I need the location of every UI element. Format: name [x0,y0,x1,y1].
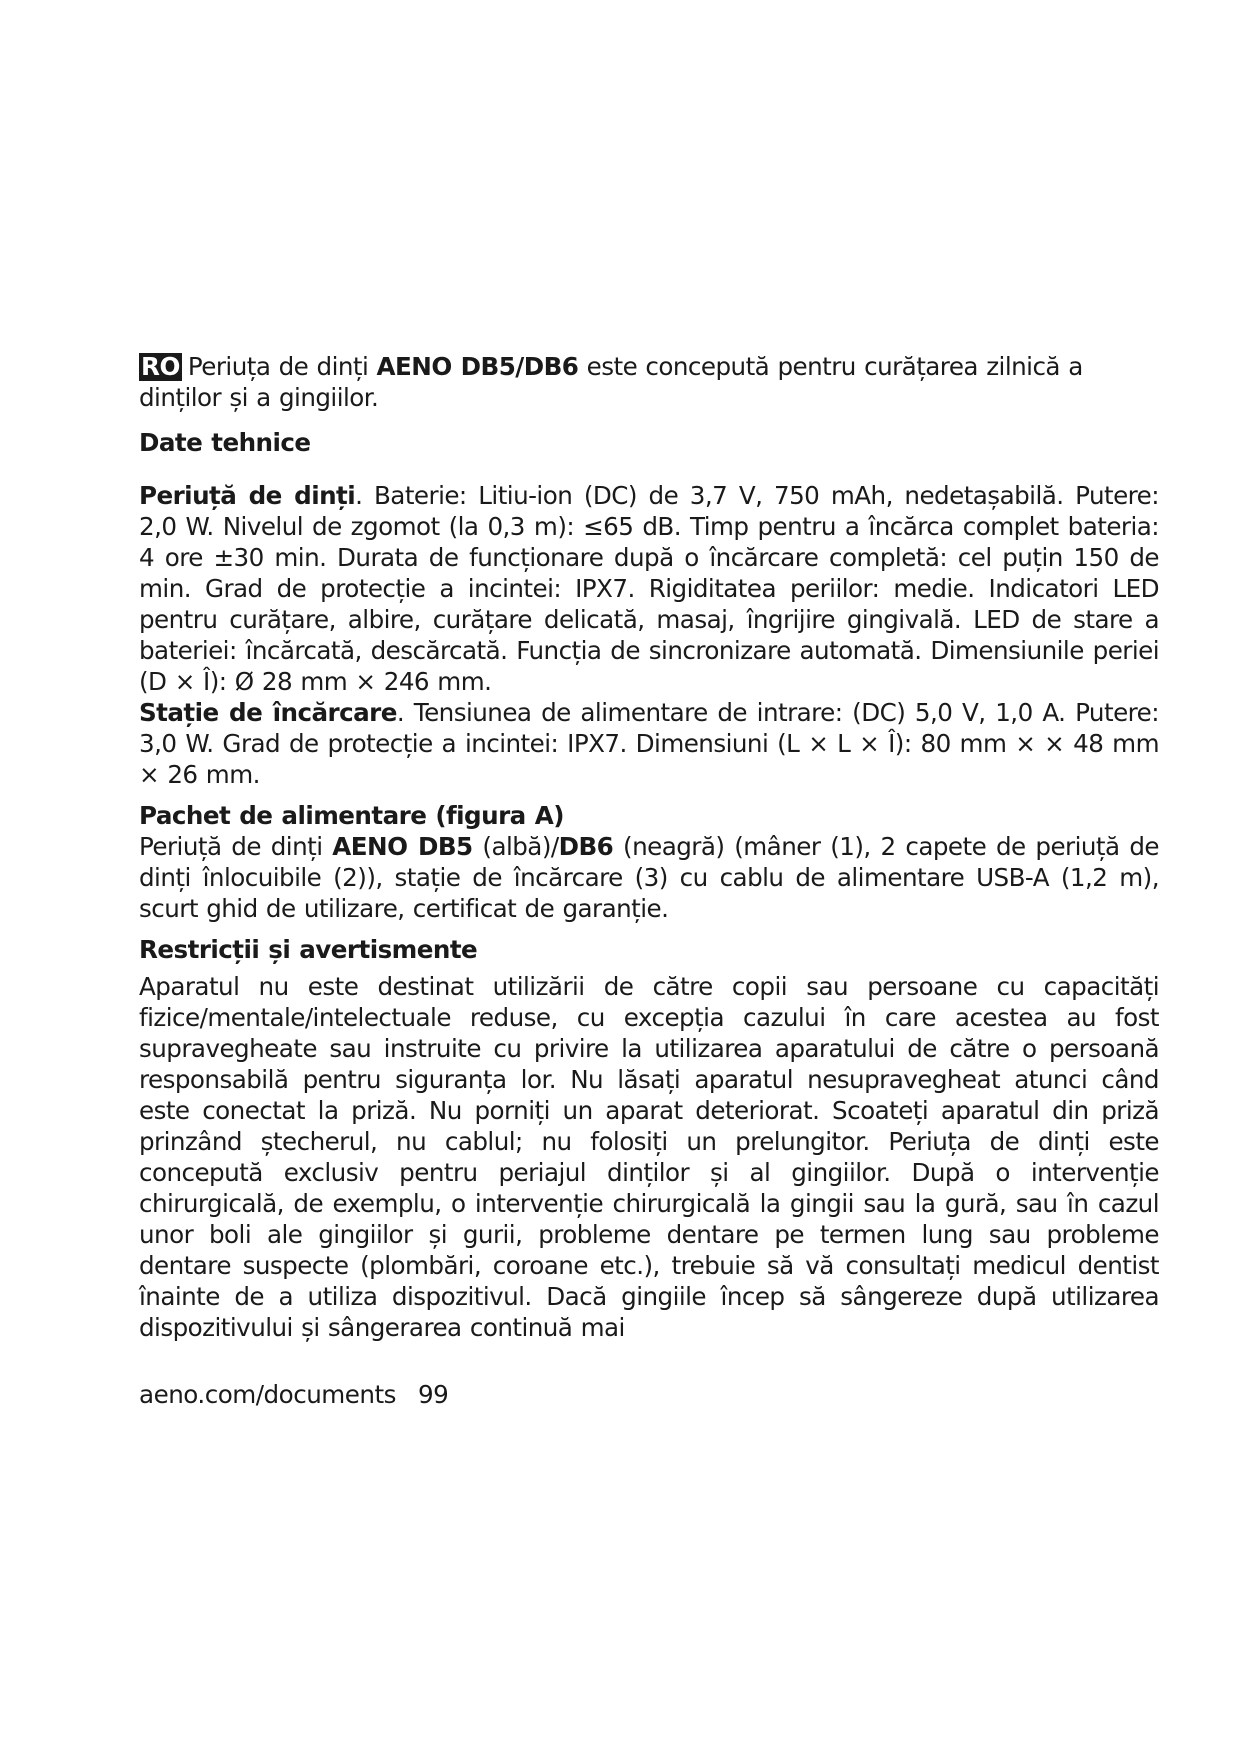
package-model-1: AENO DB5 [332,832,473,861]
intro-text-after: este concepută pentru curățarea zilnică a dinților și a gingiilor. [139,352,1083,412]
package-text-3: (neagră) (mâner (1), 2 capete de periuță de dinți înlocuibile (2)), stație de încărcare (3) cu cablu de alimentare USB-A (1,2 m), scurt ghid de utilizare, certificat de garanție. [139,832,1159,923]
package-text-1: Periuță de dinți [139,832,333,861]
technical-heading: Date tehnice [139,428,311,457]
package-heading: Pachet de alimentare (figura A) [139,801,564,830]
package-contents [139,831,1159,924]
restrictions-heading: Restricții și avertismente [139,935,478,964]
restrictions-text: Aparatul nu este destinat utilizării de către copii sau persoane cu capacități fizice/mentale/intelectuale reduse, cu excepția cazului în care acestea au fost supravegheate sau instruite cu privire la utilizarea aparatului de către o persoană responsabilă pentru siguranța lor. Nu lăsați aparatul nesupravegheat atunci când este conectat la priză. Nu porniți un aparat deteriorat. Scoateți aparatul din priză prinzând ștecherul, nu cablul; nu folosiți un prelungitor. Periuța de dinți este concepută exclusiv pentru periajul dinților și al gingiilor. După o intervenție chirurgicală, de exemplu, o intervenție chirurgicală la gingii sau la gură, sau în cazul unor boli ale gingiilor și gurii, probleme dentare pe termen lung sau probleme dentare suspecte (plombări, coroane etc.), trebuie să vă consultați medicul dentist înainte de a utiliza dispozitivul. Dacă gingiile încep să sângereze după utilizarea dispozitivului și sângerarea continuă mai [139,972,1159,1342]
page-number: 99 [417,1380,449,1409]
toothbrush-specs [139,480,1159,697]
station-specs [139,697,1159,790]
language-badge: RO [141,352,180,381]
station-text: . Tensiunea de alimentare de intrare: (DC) 5,0 V, 1,0 A. Putere: 3,0 W. Grad de protecție a incintei: IPX7. Dimensiuni (L × L × Î): 80 mm × × 48 mm × 26 mm. [139,698,1159,789]
footer-url: aeno.com/documents [139,1380,396,1409]
package-text-2: (albă)/ [472,832,559,861]
toothbrush-text: . Baterie: Litiu-ion (DC) de 3,7 V, 750 mAh, nedetașabilă. Putere: 2,0 W. Nivelul de zgomot (la 0,3 m): ≤65 dB. Timp pentru a încărca complet bateria: 4 ore ±30 min. Durata de funcționare după o încărcare completă: cel puțin 150 de min. Grad de protecție a incintei: IPX7. Rigiditatea periilor: medie. Indicatori LED pentru curățare, albire, curățare delicată, masaj, îngrijire gingivală. LED de stare a bateriei: încărcată, descărcată. Funcția de sincronizare automată. Dimensiunile periei (D × Î): Ø 28 mm × 246 mm. [139,481,1160,696]
station-label: Stație de încărcare [139,698,397,727]
intro-text-before: Periuța de dinți [187,352,377,381]
intro-paragraph [139,351,1159,413]
package-model-2: DB6 [558,832,614,861]
manual-page [139,351,1159,1343]
toothbrush-label: Periuță de dinți [139,481,356,510]
page-footer [139,1380,448,1409]
intro-model: AENO DB5/DB6 [376,352,579,381]
